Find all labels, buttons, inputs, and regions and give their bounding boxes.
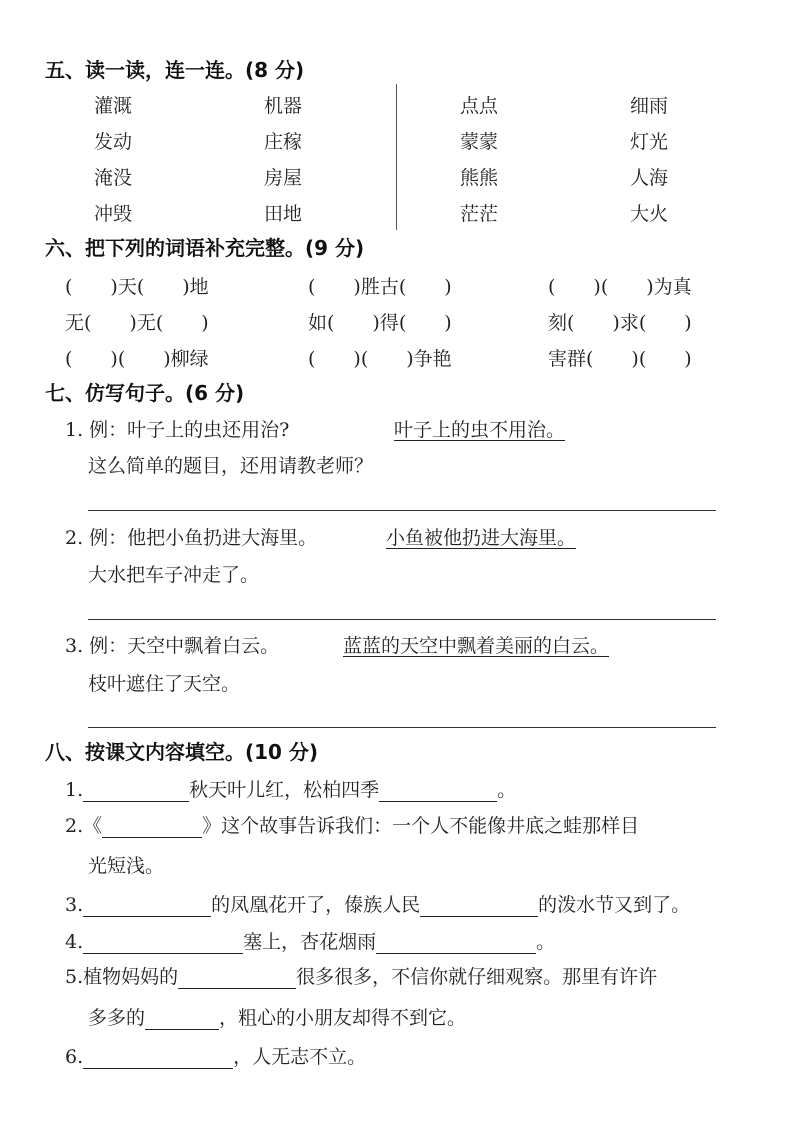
example-sentence: 2. 例：他把小鱼扔进大海里。: [65, 527, 318, 549]
section-8-title: 八、按课文内容填空。(10 分): [45, 740, 319, 764]
answer-line[interactable]: [88, 619, 716, 620]
example-sentence: 1. 例：叶子上的虫还用治?: [65, 419, 290, 441]
prompt-sentence: 这么简单的题目，还用请教老师？: [88, 455, 374, 477]
idiom-blank: ( )( )争艳: [308, 348, 452, 370]
idiom-blank: ( )天( )地: [65, 276, 209, 298]
idiom-blank: ( )胜古( ): [308, 276, 452, 298]
example-sentence: 3. 例：天空中飘着白云。: [65, 635, 280, 657]
word: 熊熊: [460, 167, 499, 189]
word: 机器: [264, 95, 303, 117]
item-text: 《: [83, 815, 103, 837]
blank[interactable]: [376, 933, 536, 954]
word: 发动: [94, 131, 133, 153]
blank[interactable]: [178, 968, 296, 989]
item-text: 。: [497, 779, 517, 801]
item-text: 》这个故事告诉我们：一个人不能像井底之蛙那样目: [202, 815, 640, 837]
item-text: 多多的: [88, 1007, 146, 1029]
item-number: 5.: [65, 966, 84, 988]
item-number: 4.: [65, 931, 84, 953]
word: 冲毁: [94, 203, 133, 225]
fill-item-3: [65, 893, 690, 917]
word: 茫茫: [460, 203, 499, 225]
idiom-blank: 害群( )( ): [548, 348, 692, 370]
word: 淹没: [94, 167, 133, 189]
example-answer: 蓝蓝的天空中飘着美丽的白云。: [343, 635, 610, 657]
word: 人海: [630, 167, 669, 189]
item-number: 6.: [65, 1046, 84, 1068]
word: 蒙蒙: [460, 131, 499, 153]
word: 细雨: [630, 95, 669, 117]
word: 田地: [264, 203, 303, 225]
item-text: 植物妈妈的: [83, 966, 179, 988]
divider: [396, 84, 397, 230]
word: 庄稼: [264, 131, 303, 153]
fill-item-2: [65, 814, 639, 838]
idiom-blank: 无( )无( ): [65, 312, 209, 334]
item-text: 的泼水节又到了。: [538, 894, 691, 916]
item-number: 1.: [65, 779, 84, 801]
item-text: 塞上，杏花烟雨: [243, 931, 377, 953]
answer-line[interactable]: [88, 510, 716, 511]
item-text: 的凤凰花开了，傣族人民: [211, 894, 421, 916]
section-6-title: 六、把下列的词语补充完整。(9 分): [45, 236, 365, 260]
word: 大火: [630, 203, 669, 225]
idiom-blank: 如( )得( ): [308, 312, 452, 334]
item-text: 秋天叶儿红，松柏四季: [189, 779, 380, 801]
word: 房屋: [264, 167, 303, 189]
section-5-title: 五、读一读，连一连。(8 分): [45, 58, 305, 82]
item-text: 光短浅。: [88, 855, 165, 877]
idiom-blank: ( )( )为真: [548, 276, 692, 298]
example-answer: 小鱼被他扔进大海里。: [386, 527, 577, 549]
blank[interactable]: [420, 896, 538, 917]
fill-item-1: [65, 778, 516, 802]
item-text: ，人无志不立。: [233, 1046, 367, 1068]
blank[interactable]: [83, 1048, 233, 1069]
fill-item-4: [65, 930, 555, 954]
item-text: 。: [536, 931, 556, 953]
word: 点点: [460, 95, 499, 117]
fill-item-5-cont: [88, 1006, 466, 1030]
item-number: 3.: [65, 894, 84, 916]
item-text: ，粗心的小朋友却得不到它。: [219, 1007, 467, 1029]
blank[interactable]: [83, 781, 189, 802]
idiom-blank: ( )( )柳绿: [65, 348, 209, 370]
example-answer: 叶子上的虫不用治。: [394, 419, 566, 441]
blank[interactable]: [379, 781, 497, 802]
item-text: 很多很多，不信你就仔细观察。那里有许许: [296, 966, 658, 988]
blank[interactable]: [83, 896, 211, 917]
item-number: 2.: [65, 815, 84, 837]
blank[interactable]: [145, 1009, 219, 1030]
fill-item-6: [65, 1045, 366, 1069]
word: 灯光: [630, 131, 669, 153]
blank[interactable]: [83, 933, 243, 954]
idiom-blank: 刻( )求( ): [548, 312, 692, 334]
word: 灌溉: [94, 95, 133, 117]
section-7-title: 七、仿写句子。(6 分): [45, 381, 245, 405]
prompt-sentence: 大水把车子冲走了。: [88, 564, 260, 586]
blank[interactable]: [102, 817, 202, 838]
prompt-sentence: 枝叶遮住了天空。: [88, 673, 241, 695]
fill-item-5: [65, 965, 657, 989]
answer-line[interactable]: [88, 727, 716, 728]
